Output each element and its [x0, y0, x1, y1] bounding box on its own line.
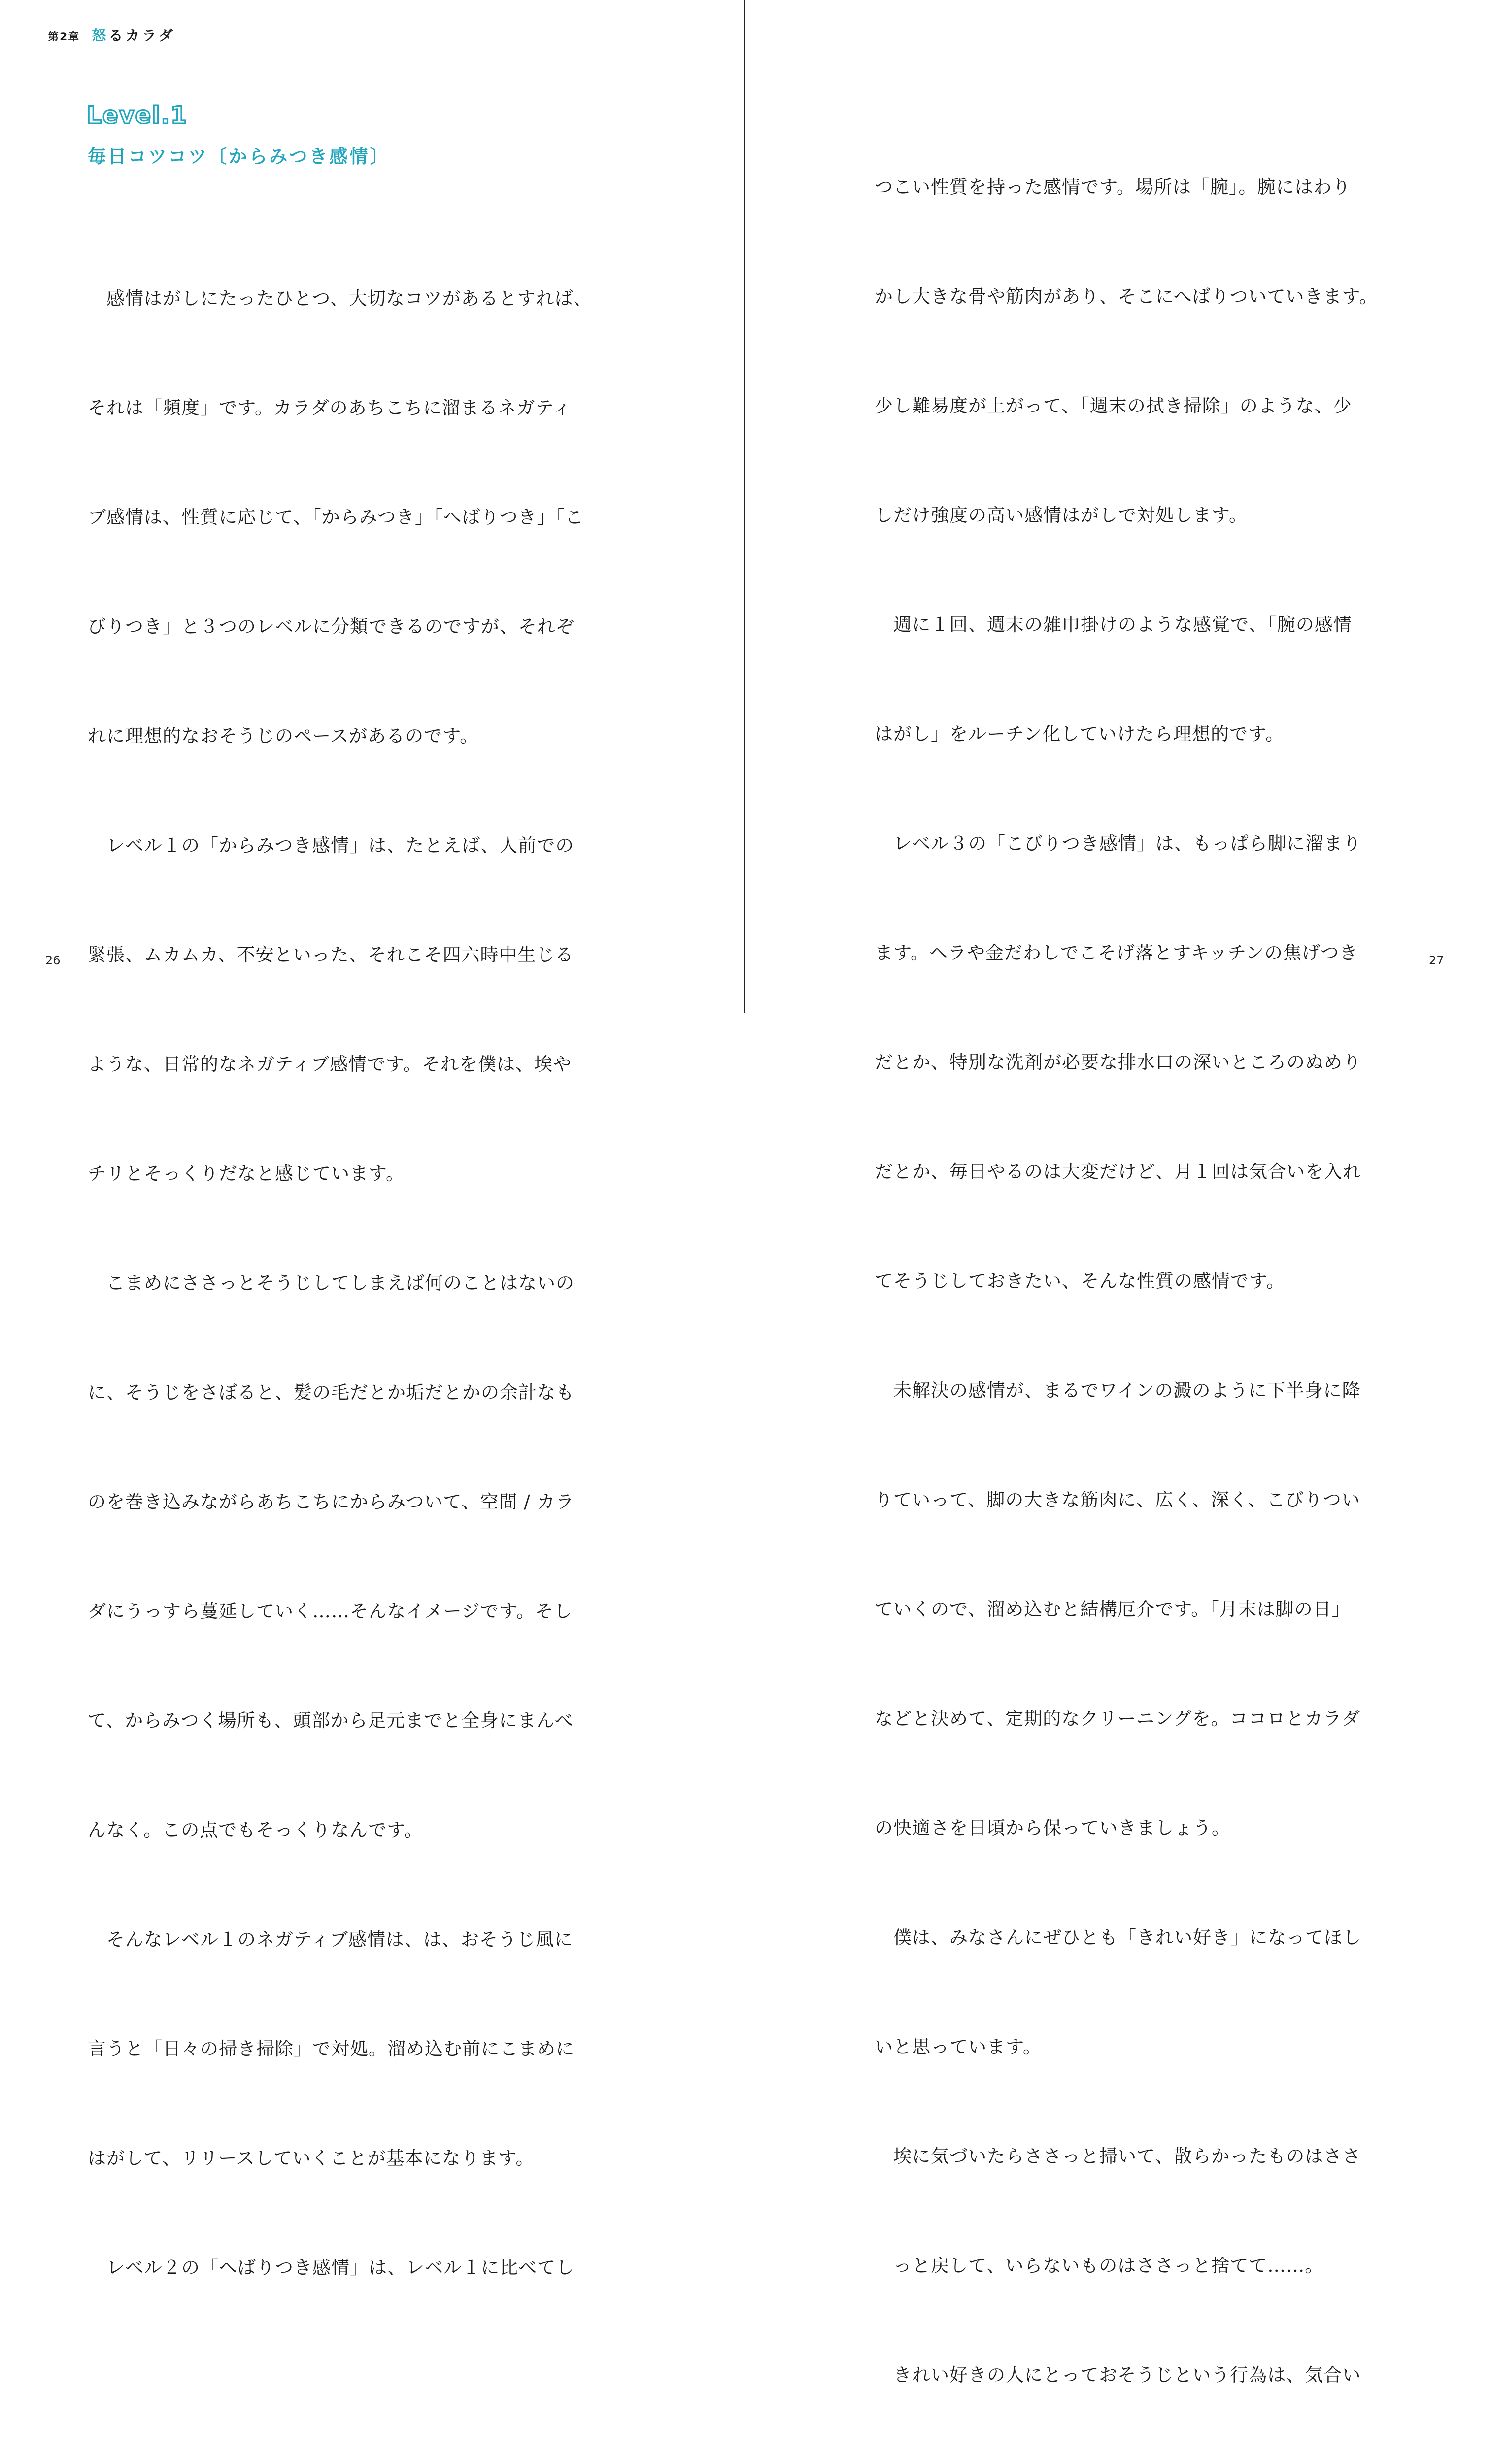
text-line: ます。ヘラや金だわしでこそげ落とすキッチンの焦げつき	[875, 942, 1358, 963]
text-line: かし大きな骨や筋肉があり、そこにへばりついていきます。	[875, 286, 1378, 307]
text-line: 言うと「日々の掃き掃除」で対処。溜め込む前にこまめに	[88, 2038, 575, 2059]
left-body-text	[88, 207, 592, 2359]
text-line: レベル３の「こびりつき感情」は、もっぱら脚に溜まり	[875, 833, 1361, 854]
text-line: だとか、特別な洗剤が必要な排水口の深いところのぬめり	[875, 1052, 1361, 1073]
text-line: それは「頻度」です。カラダのあちこちに溜まるネガティ	[88, 397, 572, 418]
text-line: などと決めて、定期的なクリーニングを。ココロとカラダ	[875, 1708, 1361, 1729]
text-line: こまめにささっとそうじしてしまえば何のことはないの	[88, 1272, 575, 1294]
text-line: はがして、リリースしていくことが基本になります。	[88, 2148, 535, 2169]
text-line: てそうじしておきたい、そんな性質の感情です。	[875, 1270, 1286, 1292]
text-line: いと思っています。	[875, 2036, 1042, 2057]
text-line: りていって、脚の大きな筋肉に、広く、深く、こびりつい	[875, 1489, 1360, 1510]
right-body-text	[875, 96, 1380, 2464]
chapter-title-accent: 怒	[92, 27, 109, 44]
level-heading: Level.1	[87, 102, 188, 129]
text-line: しだけ強度の高い感情はがしで対処します。	[875, 505, 1248, 526]
text-line: 少し難易度が上がって、「週末の拭き掃除」のような、少	[875, 395, 1352, 416]
text-line: ブ感情は、性質に応じて、「からみつき」「へばりつき」「こ	[88, 507, 584, 528]
section-subheading: 毎日コツコツ〔からみつき感情〕	[88, 146, 390, 167]
text-line: ような、日常的なネガティブ感情です。それを僕は、埃や	[88, 1054, 572, 1075]
text-line: の快適さを日頃から保っていきましょう。	[875, 1817, 1230, 1839]
text-line: ダにうっすら蔓延していく……そんなイメージです。そし	[88, 1601, 573, 1622]
running-head	[48, 25, 175, 44]
text-line: 感情はがしにたったひとつ、大切なコツがあるとすれば、	[88, 288, 592, 309]
text-line: に、そうじをさぼると、髪の毛だとか垢だとかの余計なも	[88, 1382, 575, 1403]
text-line: つこい性質を持った感情です。場所は「腕」。腕にはわり	[875, 176, 1351, 198]
chapter-title	[92, 25, 175, 45]
page-number-left: 26	[45, 954, 61, 967]
text-line: れに理想的なおそうじのペースがあるのです。	[88, 725, 479, 747]
text-line: きれい好きの人にとっておそうじという行為は、気合い	[875, 2364, 1361, 2386]
text-line: ていくので、溜め込むと結構厄介です。「月末は脚の日」	[875, 1599, 1351, 1620]
text-line: 埃に気づいたらささっと掃いて、散らかったものはささ	[875, 2146, 1361, 2167]
text-line: レベル１の「からみつき感情」は、たとえば、人前での	[88, 835, 575, 856]
text-line: 僕は、みなさんにぜひとも「きれい好き」になってほし	[875, 1927, 1361, 1948]
chapter-title-rest: るカラダ	[108, 27, 176, 44]
text-line: チリとそっくりだなと感じています。	[88, 1163, 405, 1184]
text-line: 緊張、ムカムカ、不安といった、それこそ四六時中生じる	[88, 944, 574, 965]
text-line: びりつき」と３つのレベルに分類できるのですが、それぞ	[88, 616, 575, 637]
chapter-label: 第2章	[48, 31, 80, 43]
page-number-right: 27	[1429, 954, 1444, 967]
text-line: のを巻き込みながらあちこちにからみついて、空間 / カラ	[88, 1491, 575, 1512]
text-line: レベル２の「へばりつき感情」は、レベル１に比べてし	[88, 2257, 575, 2278]
text-line: っと戻して、いらないものはささっと捨てて……。	[875, 2255, 1324, 2276]
right-page	[745, 0, 1490, 2386]
text-line: て、からみつく場所も、頭部から足元までと全身にまんべ	[88, 1710, 574, 1731]
left-page	[0, 0, 745, 2278]
text-line: んなく。この点でもそっくりなんです。	[88, 1819, 423, 1841]
text-line: はがし」をルーチン化していけたら理想的です。	[875, 723, 1285, 745]
text-line: 週に１回、週末の雑巾掛けのような感覚で、「腕の感情	[875, 614, 1352, 635]
text-line: 未解決の感情が、まるでワインの澱のように下半身に降	[875, 1380, 1361, 1401]
text-line: そんなレベル１のネガティブ感情は、は、おそうじ風に	[88, 1929, 574, 1950]
text-line: だとか、毎日やるのは大変だけど、月１回は気合いを入れ	[875, 1161, 1361, 1182]
